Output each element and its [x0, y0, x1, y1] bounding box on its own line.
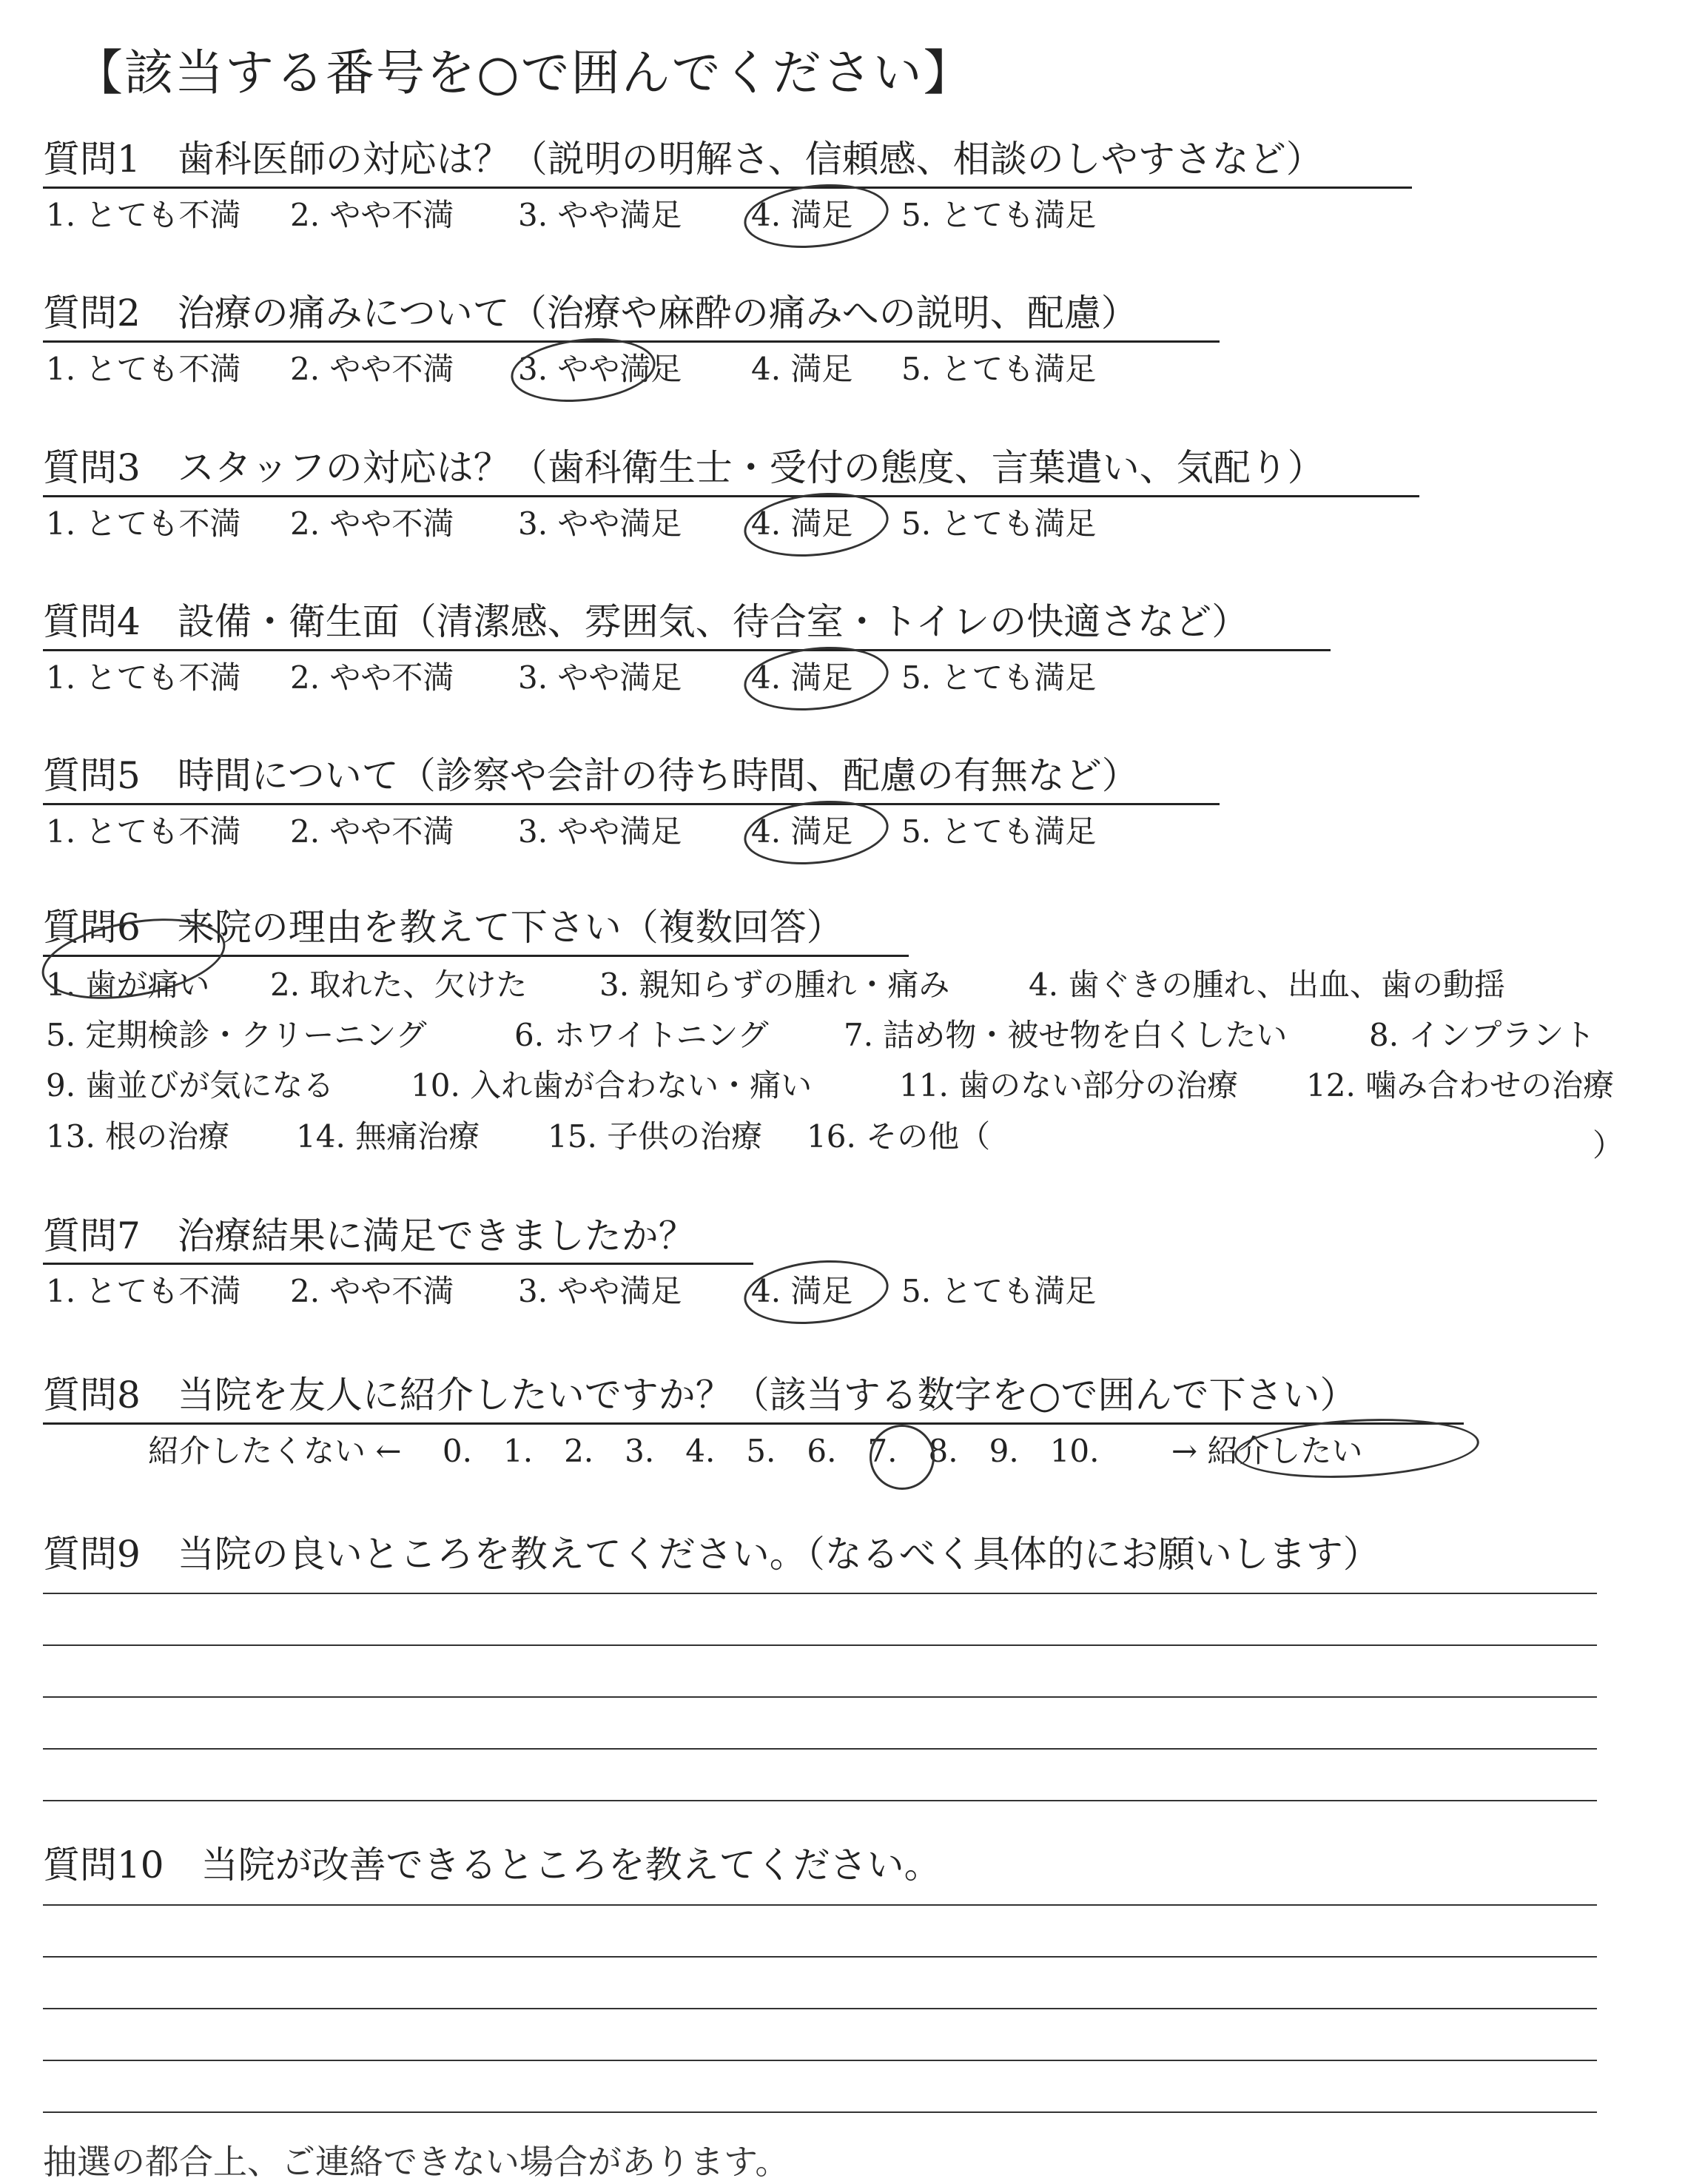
q3-option-5[interactable]: 5. とても満足	[901, 505, 1097, 542]
q7-option-4[interactable]: 4. 満足	[751, 1273, 853, 1309]
q9-answer-line-4[interactable]	[43, 1748, 1597, 1750]
q3-title: 質問3 スタッフの対応は？（歯科衛生士・受付の態度、言葉遣い、気配り）	[43, 446, 1325, 489]
q6-option[interactable]: 11. 歯のない部分の治療	[899, 1067, 1239, 1103]
q5-option-4[interactable]: 4. 満足	[751, 813, 853, 850]
q8-scale	[442, 1433, 1131, 1469]
q8-scale-value[interactable]: 9.	[989, 1433, 1019, 1469]
q7-option-2[interactable]: 2. やや不満	[290, 1273, 454, 1309]
q8-scale-value[interactable]: 2.	[564, 1433, 594, 1469]
q8-scale-row	[148, 1433, 1393, 1469]
q6-title: 質問6 来院の理由を教えて下さい（複数回答）	[43, 906, 844, 949]
q6-option[interactable]: 4. 歯ぐきの腫れ、出血、歯の動揺	[1029, 967, 1505, 1003]
q1-underline	[43, 187, 1412, 189]
q5-option-5[interactable]: 5. とても満足	[901, 813, 1097, 850]
q6-option[interactable]: 15. 子供の治療	[548, 1118, 763, 1155]
q2-option-1[interactable]: 1. とても不満	[46, 351, 241, 387]
q8-left-label: 紹介したくない ←	[148, 1433, 402, 1469]
q8-title: 質問8 当院を友人に紹介したいですか？（該当する数字を○で囲んで下さい）	[43, 1374, 1357, 1417]
q3-option-1[interactable]: 1. とても不満	[46, 505, 241, 542]
q3-option-3[interactable]: 3. やや満足	[518, 505, 682, 542]
q7-option-1[interactable]: 1. とても不満	[46, 1273, 241, 1309]
q7-option-5[interactable]: 5. とても満足	[901, 1273, 1097, 1309]
q9-answer-line-1[interactable]	[43, 1593, 1597, 1594]
q1-option-3[interactable]: 3. やや満足	[518, 197, 682, 233]
q6-option[interactable]: 12. 噛み合わせの治療	[1306, 1067, 1615, 1103]
q8-scale-value[interactable]: 5.	[746, 1433, 776, 1469]
q8-scale-value[interactable]: 6.	[807, 1433, 837, 1469]
q8-underline	[43, 1422, 1464, 1425]
q5-option-3[interactable]: 3. やや満足	[518, 813, 682, 850]
q4-option-2[interactable]: 2. やや不満	[290, 659, 454, 696]
page-title: 【該当する番号を○で囲んでください】	[74, 44, 974, 101]
q5-option-2[interactable]: 2. やや不満	[290, 813, 454, 850]
q2-option-2[interactable]: 2. やや不満	[290, 351, 454, 387]
q3-option-2[interactable]: 2. やや不満	[290, 505, 454, 542]
q5-title: 質問5 時間について（診察や会計の待ち時間、配慮の有無など）	[43, 754, 1139, 797]
q6-option[interactable]: 16. その他（	[807, 1118, 991, 1155]
q8-right-label: → 紹介したい	[1171, 1433, 1363, 1469]
q8-scale-value[interactable]: 7.	[867, 1433, 898, 1469]
q10-title: 質問10 当院が改善できるところを教えてください。	[43, 1844, 941, 1886]
q1-option-2[interactable]: 2. やや不満	[290, 197, 454, 233]
q8-scale-value[interactable]: 8.	[928, 1433, 958, 1469]
q6-option[interactable]: 3. 親知らずの腫れ・痛み	[599, 967, 950, 1003]
q7-title: 質問7 治療結果に満足できましたか？	[43, 1214, 696, 1257]
q6-option[interactable]: 6. ホワイトニング	[514, 1017, 769, 1053]
footer-note: 抽選の都合上、ご連絡できない場合があります。	[43, 2142, 790, 2182]
q4-option-5[interactable]: 5. とても満足	[901, 659, 1097, 696]
q6-underline	[43, 955, 909, 957]
q6-option[interactable]: 9. 歯並びが気になる	[46, 1067, 334, 1103]
q7-option-3[interactable]: 3. やや満足	[518, 1273, 682, 1309]
q5-option-1[interactable]: 1. とても不満	[46, 813, 241, 850]
q6-option[interactable]: 13. 根の治療	[46, 1118, 230, 1155]
q2-option-5[interactable]: 5. とても満足	[901, 351, 1097, 387]
q6-other-close: ）	[1593, 1127, 1624, 1163]
q2-underline	[43, 340, 1220, 343]
q6-option[interactable]: 1. 歯が痛い	[46, 967, 210, 1003]
q6-option[interactable]: 2. 取れた、欠けた	[270, 967, 528, 1003]
q1-option-1[interactable]: 1. とても不満	[46, 197, 241, 233]
q6-option[interactable]: 8. インプラント	[1369, 1017, 1595, 1053]
q4-title: 質問4 設備・衛生面（清潔感、雰囲気、待合室・トイレの快適さなど）	[43, 600, 1249, 643]
q6-option[interactable]: 14. 無痛治療	[296, 1118, 480, 1155]
q1-option-4[interactable]: 4. 満足	[751, 197, 853, 233]
q3-underline	[43, 495, 1419, 497]
q4-option-4[interactable]: 4. 満足	[751, 659, 853, 696]
q9-answer-line-3[interactable]	[43, 1696, 1597, 1698]
q10-answer-line-5[interactable]	[43, 2111, 1597, 2113]
q6-option[interactable]: 5. 定期検診・クリーニング	[46, 1017, 427, 1053]
q2-title: 質問2 治療の痛みについて（治療や麻酔の痛みへの説明、配慮）	[43, 292, 1138, 335]
q8-scale-value[interactable]: 0.	[442, 1433, 472, 1469]
q9-answer-line-5[interactable]	[43, 1800, 1597, 1801]
q1-option-5[interactable]: 5. とても満足	[901, 197, 1097, 233]
q7-underline	[43, 1263, 753, 1265]
q2-option-4[interactable]: 4. 満足	[751, 351, 853, 387]
q10-answer-line-1[interactable]	[43, 1904, 1597, 1906]
q10-answer-line-2[interactable]	[43, 1956, 1597, 1958]
q4-option-1[interactable]: 1. とても不満	[46, 659, 241, 696]
q9-title: 質問9 当院の良いところを教えてください。（なるべく具体的にお願いします）	[43, 1533, 1380, 1576]
q5-underline	[43, 803, 1220, 805]
q8-scale-value[interactable]: 4.	[685, 1433, 716, 1469]
q8-scale-value[interactable]: 1.	[502, 1433, 534, 1469]
q8-scale-value[interactable]: 10.	[1049, 1433, 1100, 1469]
q1-title: 質問1 歯科医師の対応は？（説明の明解さ、信頼感、相談のしやすさなど）	[43, 138, 1323, 181]
q8-scale-value[interactable]: 3.	[625, 1433, 655, 1469]
q9-answer-line-2[interactable]	[43, 1644, 1597, 1646]
q6-option[interactable]: 10. 入れ歯が合わない・痛い	[411, 1067, 813, 1103]
q10-answer-line-4[interactable]	[43, 2060, 1597, 2061]
q3-option-4[interactable]: 4. 満足	[751, 505, 853, 542]
q6-option[interactable]: 7. 詰め物・被せ物を白くしたい	[844, 1017, 1288, 1053]
q4-option-3[interactable]: 3. やや満足	[518, 659, 682, 696]
q10-answer-line-3[interactable]	[43, 2008, 1597, 2009]
q4-underline	[43, 649, 1331, 651]
q2-option-3[interactable]: 3. やや満足	[518, 351, 682, 387]
